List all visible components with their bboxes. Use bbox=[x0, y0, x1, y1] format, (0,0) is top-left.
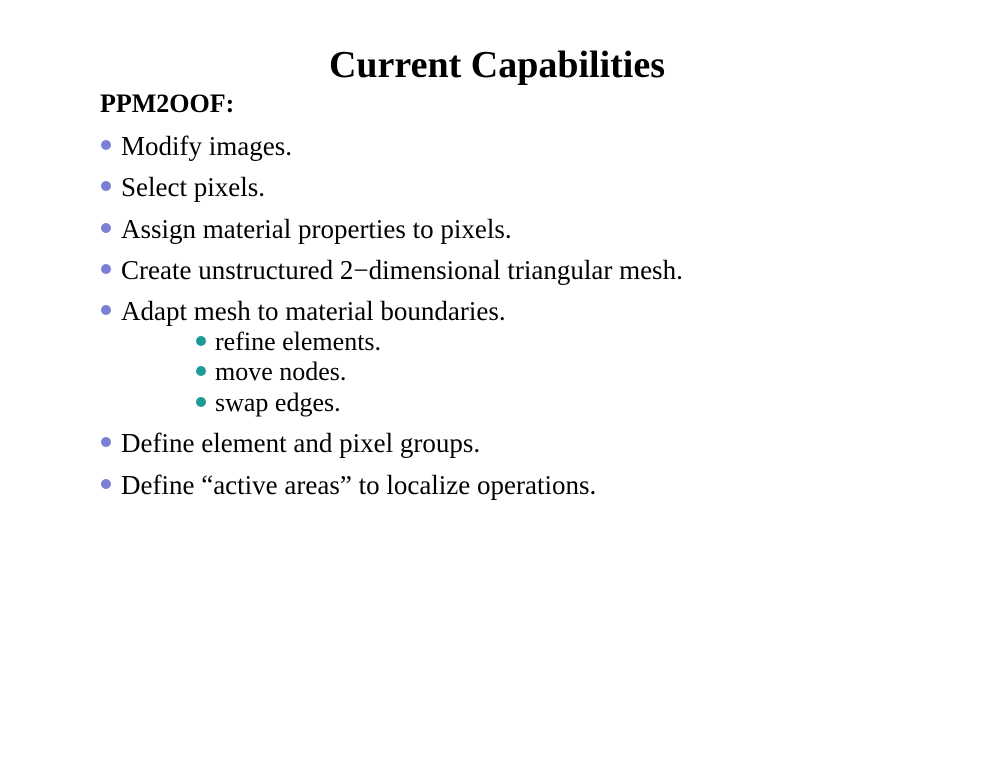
bullet-item bbox=[121, 128, 292, 164]
bullet-text: Define element and pixel groups. bbox=[121, 428, 481, 458]
sub-bullet-dot-icon bbox=[196, 336, 206, 346]
sub-bullet-text: swap edges. bbox=[215, 388, 341, 417]
sub-bullet-dot-icon bbox=[196, 397, 206, 407]
bullet-text: Select pixels. bbox=[121, 172, 265, 202]
bullet-item bbox=[121, 169, 265, 205]
bullet-dot-icon bbox=[101, 264, 111, 274]
sub-bullet-dot-icon bbox=[196, 366, 206, 376]
bullet-dot-icon bbox=[101, 437, 111, 447]
bullet-dot-icon bbox=[101, 181, 111, 191]
bullet-item bbox=[121, 467, 596, 503]
bullet-dot-icon bbox=[101, 305, 111, 315]
bullet-dot-icon bbox=[101, 140, 111, 150]
bullet-text: Adapt mesh to material boundaries. bbox=[121, 296, 506, 326]
bullet-item bbox=[121, 425, 480, 461]
bullet-dot-icon bbox=[101, 223, 111, 233]
bullet-item bbox=[121, 252, 683, 288]
bullet-text: Create unstructured 2−dimensional triangular mesh. bbox=[121, 255, 683, 285]
bullet-text: Define “active areas” to localize operations. bbox=[121, 470, 597, 500]
bullet-item bbox=[121, 211, 512, 247]
sub-bullet-text: move nodes. bbox=[215, 357, 347, 386]
section-heading: PPM2OOF: bbox=[100, 89, 235, 118]
slide-title: Current Capabilities bbox=[328, 44, 666, 86]
sub-bullet-text: refine elements. bbox=[215, 327, 382, 356]
bullet-text: Assign material properties to pixels. bbox=[121, 214, 512, 244]
sub-bullet-item bbox=[215, 385, 341, 421]
bullet-text: Modify images. bbox=[121, 131, 292, 161]
bullet-dot-icon bbox=[101, 479, 111, 489]
